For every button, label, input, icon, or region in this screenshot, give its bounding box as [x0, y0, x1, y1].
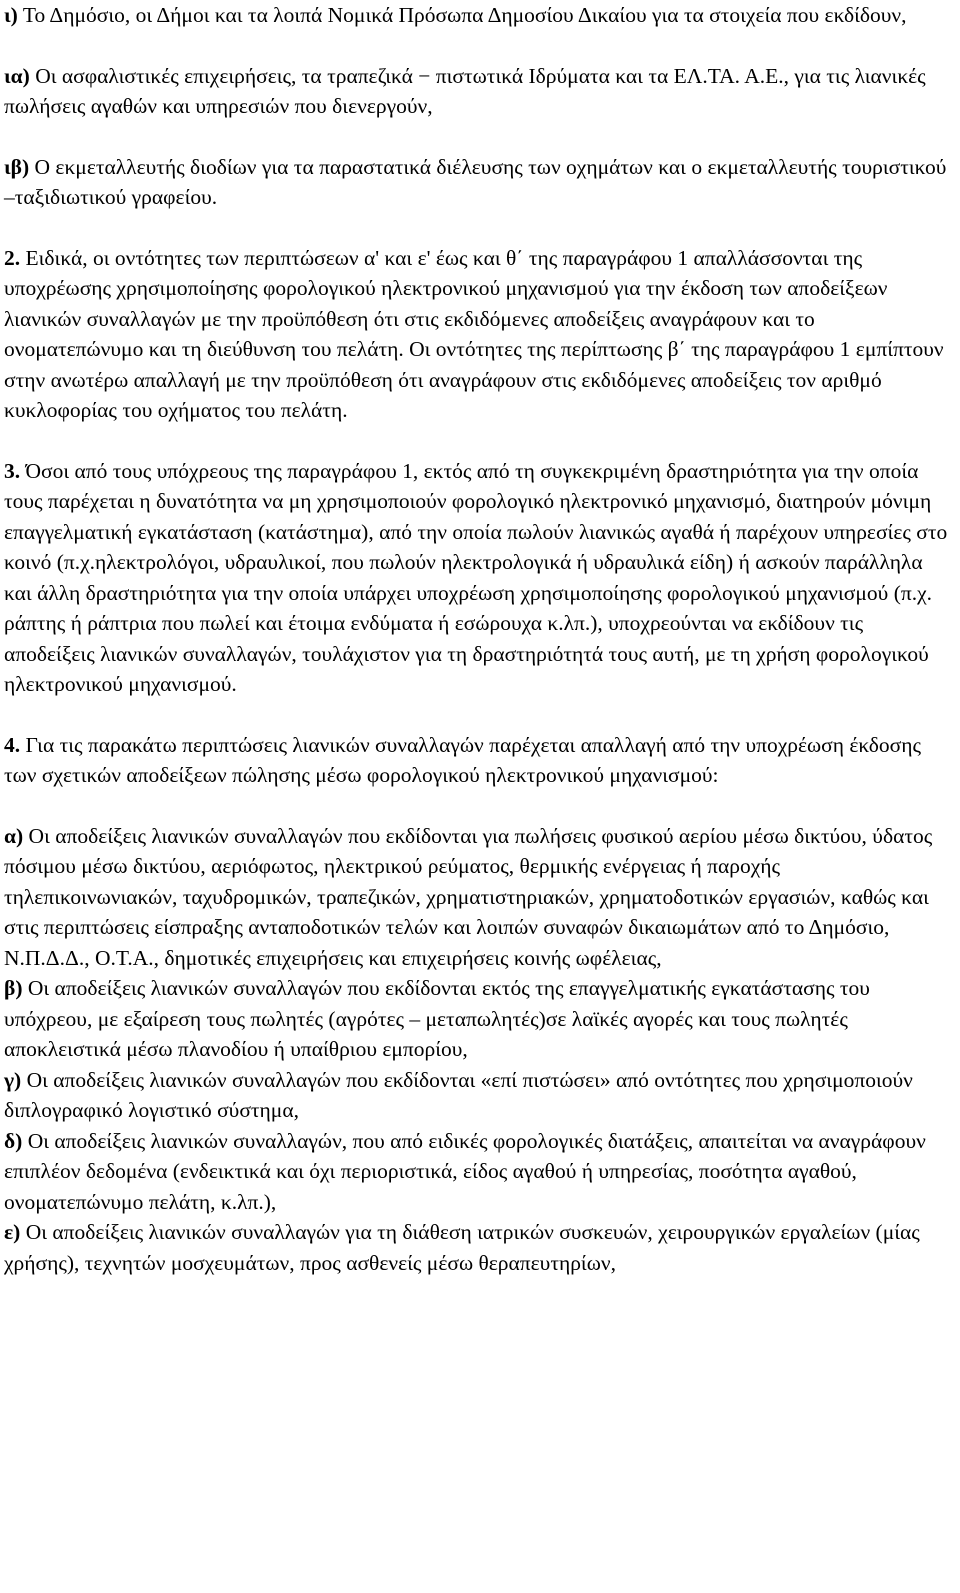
paragraph-spacer — [4, 31, 948, 61]
item-label: γ) — [4, 1067, 22, 1092]
paragraph-ib — [4, 152, 948, 213]
item-c — [4, 1065, 948, 1126]
document-page — [4, 0, 948, 1278]
paragraph-label: ια) — [4, 63, 30, 88]
item-a — [4, 821, 948, 974]
paragraph-spacer — [4, 700, 948, 730]
item-e — [4, 1217, 948, 1278]
paragraph-i — [4, 0, 948, 31]
item-b — [4, 973, 948, 1065]
paragraph-label: 2. — [4, 245, 21, 270]
item-label: β) — [4, 976, 23, 1000]
item-text: Οι αποδείξεις λιανικών συναλλαγών που εκδίδονται εκτός της επαγγελματικής εγκατάστασης του υπόχρεου, με εξαίρεση τους πωλητές (αγρότες – μεταπωλητές)σε λαϊκές αγορές και τους πωλητές αποκλειστικά μέσω πλανοδίου ή υπαίθριου εμπορίου, — [4, 976, 870, 1061]
paragraph-text: Όσοι από τους υπόχρεους της παραγράφου 1, εκτός από τη συγκεκριμένη δραστηριότητα για την οποία τους παρέχεται η δυνατότητα να μη χρησιμοποιούν φορολογικό ηλεκτρονικό μηχανισμό, διατηρούν μόνιμη επαγγελματική εγκατάσταση (κατάστημα), από την οποία πωλούν λιανικώς αγαθά ή παρέχουν υπηρεσίες στο κοινό (π.χ.ηλεκτρολόγοι, υδραυλικοί, που πωλούν ηλεκτρολογικά ή υδραυλικά είδη) ή ασκούν παράλληλα και άλλη δραστηριότητα για την οποία υπάρχει υποχρέωση χρησιμοποίησης φορολογικού μηχανισμού (π.χ. ράπτης ή ράπτρια που πωλεί και έτοιμα ενδύματα ή εσώρουχα κ.λπ.), υποχρεούνται να εκδίδουν τις αποδείξεις λιανικών συναλλαγών, τουλάχιστον για τη δραστηριότητά τους αυτή, με τη χρήση φορολογικού ηλεκτρονικού μηχανισμού. — [4, 458, 948, 696]
paragraph-3 — [4, 456, 948, 700]
item-label: δ) — [4, 1128, 23, 1153]
item-text: Οι αποδείξεις λιανικών συναλλαγών για τη διάθεση ιατρικών συσκευών, χειρουργικών εργαλείων (μίας χρήσης), τεχνητών μοσχευμάτων, προς ασθενείς μέσω θεραπευτηρίων, — [4, 1220, 920, 1275]
paragraph-spacer — [4, 426, 948, 456]
paragraph-spacer — [4, 791, 948, 821]
paragraph-spacer — [4, 213, 948, 243]
paragraph-text: Οι ασφαλιστικές επιχειρήσεις, τα τραπεζικά − πιστωτικά Ιδρύματα και τα ΕΛ.ΤΑ. Α.Ε., για τις λιανικές πωλήσεις αγαθών και υπηρεσιών που διενεργούν, — [4, 63, 926, 118]
item-label: ε) — [4, 1220, 21, 1244]
paragraph-text: Το Δημόσιο, οι Δήμοι και τα λοιπά Νομικά Πρόσωπα Δημοσίου Δικαίου για τα στοιχεία που εκδίδουν, — [17, 3, 907, 27]
paragraph-label: ιβ) — [4, 154, 30, 179]
paragraph-label: 4. — [4, 732, 21, 757]
paragraph-label: 3. — [4, 458, 21, 483]
paragraph-text: Ο εκμεταλλευτής διοδίων για τα παραστατικά διέλευσης των οχημάτων και ο εκμεταλλευτής τουριστικού –ταξιδιωτικού γραφείου. — [4, 154, 947, 209]
item-text: Οι αποδείξεις λιανικών συναλλαγών, που από ειδικές φορολογικές διατάξεις, απαιτείται να αναγράφουν επιπλέον δεδομένα (ενδεικτικά και όχι περιοριστικά, είδος αγαθού ή υπηρεσίας, ποσότητα αγαθού, ονοματεπώνυμο πελάτη, κ.λπ.), — [4, 1128, 926, 1214]
item-text: Οι αποδείξεις λιανικών συναλλαγών που εκδίδονται για πωλήσεις φυσικού αερίου μέσω δικτύου, ύδατος πόσιμου μέσω δικτύου, αεριόφωτος, ηλεκτρικού ρεύματος, θερμικής ενέργειας ή παροχής τηλεπικοινωνιακών, ταχυδρομικών, τραπεζικών, χρηματιστηριακών, χρηματοδοτικών εργασιών, καθώς και στις περιπτώσεις είσπραξης ανταποδοτικών τελών και λοιπών συναφών δικαιωμάτων από το Δημόσιο, Ν.Π.Δ.Δ., Ο.Τ.Α., δημοτικές επιχειρήσεις και επιχειρήσεις κοινής ωφέλειας, — [4, 823, 933, 970]
paragraph-4 — [4, 730, 948, 791]
item-text: Οι αποδείξεις λιανικών συναλλαγών που εκδίδονται «επί πιστώσει» από οντότητες που χρησιμοποιούν διπλογραφικό λογιστικό σύστημα, — [4, 1067, 913, 1122]
item-d — [4, 1126, 948, 1218]
paragraph-ia — [4, 61, 948, 122]
paragraph-2 — [4, 243, 948, 426]
paragraph-text: Ειδικά, οι οντότητες των περιπτώσεων α' και ε' έως και θ΄ της παραγράφου 1 απαλλάσσονται της υποχρέωσης χρησιμοποίησης φορολογικού ηλεκτρονικού μηχανισμού για την έκδοση των αποδείξεων λιανικών συναλλαγών με την προϋπόθεση ότι στις εκδιδόμενες αποδείξεις αναγράφουν και το ονοματεπώνυμο και τη διεύθυνση του πελάτη. Οι οντότητες της περίπτωσης β΄ της παραγράφου 1 εμπίπτουν στην ανωτέρω απαλλαγή με την προϋπόθεση ότι αναγράφουν στις εκδιδόμενες αποδείξεις τον αριθμό κυκλοφορίας του οχήματος του πελάτη. — [4, 245, 944, 422]
paragraph-text: Για τις παρακάτω περιπτώσεις λιανικών συναλλαγών παρέχεται απαλλαγή από την υποχρέωση έκδοσης των σχετικών αποδείξεων πώλησης μέσω φορολογικού ηλεκτρονικού μηχανισμού: — [4, 732, 922, 787]
paragraph-spacer — [4, 122, 948, 152]
paragraph-label: ι) — [4, 3, 18, 27]
item-label: α) — [4, 823, 24, 848]
